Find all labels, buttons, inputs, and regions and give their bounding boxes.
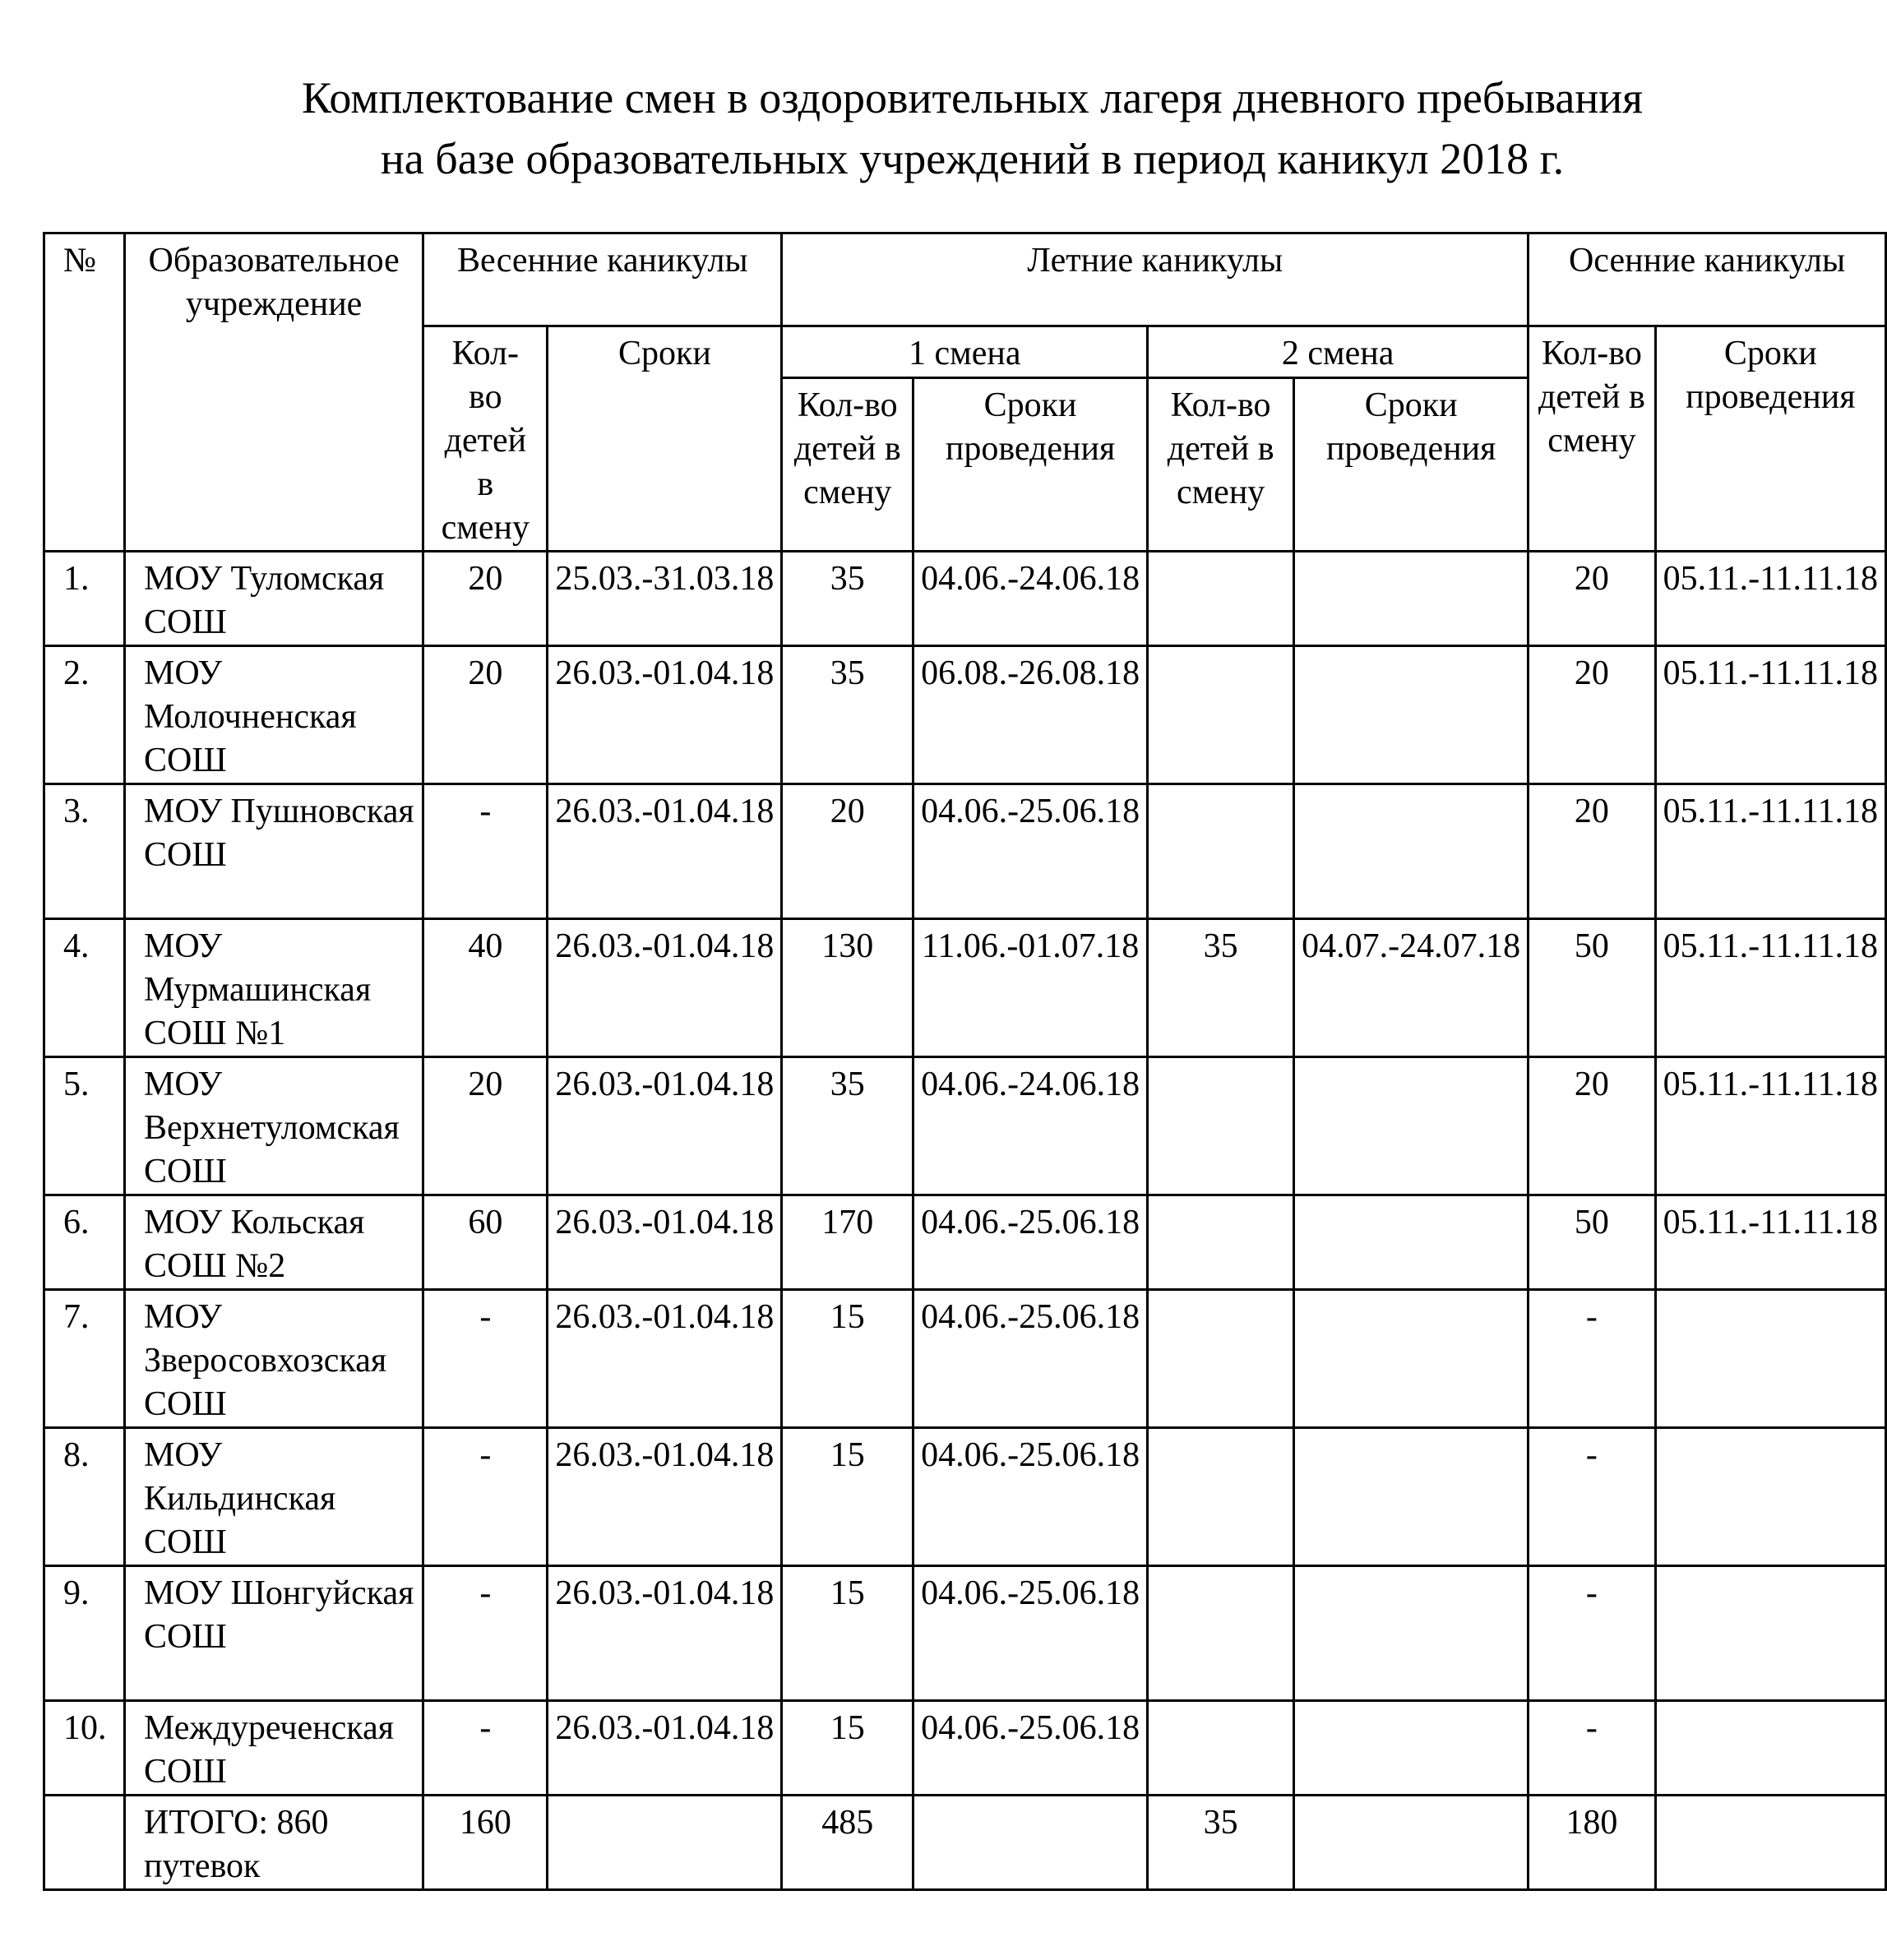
shift2-dates xyxy=(1294,552,1529,646)
autumn-dates: 05.11.-11.11.18 xyxy=(1655,1195,1885,1290)
total-spring-dates xyxy=(548,1796,782,1890)
spring-dates: 26.03.-01.04.18 xyxy=(548,1195,782,1290)
shift2-count xyxy=(1148,646,1294,784)
autumn-count: - xyxy=(1529,1566,1655,1701)
row-num: 1. xyxy=(44,552,125,646)
shift1-dates: 04.06.-25.06.18 xyxy=(913,784,1148,919)
row-num: 3. xyxy=(44,784,125,919)
shift2-count xyxy=(1148,1701,1294,1796)
table-row xyxy=(44,1701,1886,1796)
autumn-count: 20 xyxy=(1529,784,1655,919)
header-school: Образовательное учреждение xyxy=(125,233,423,552)
autumn-count: 20 xyxy=(1529,1057,1655,1195)
shift1-dates: 04.06.-24.06.18 xyxy=(913,1057,1148,1195)
shift1-count: 15 xyxy=(782,1566,913,1701)
spring-dates: 26.03.-01.04.18 xyxy=(548,1290,782,1428)
shift1-count: 15 xyxy=(782,1290,913,1428)
shift1-dates: 04.06.-25.06.18 xyxy=(913,1428,1148,1566)
spring-dates: 25.03.-31.03.18 xyxy=(548,552,782,646)
shift2-dates xyxy=(1294,1195,1529,1290)
autumn-count: - xyxy=(1529,1428,1655,1566)
shift1-dates: 11.06.-01.07.18 xyxy=(913,919,1148,1057)
row-num: 9. xyxy=(44,1566,125,1701)
spring-count: - xyxy=(423,1428,548,1566)
total-shift2-dates xyxy=(1294,1796,1529,1890)
table-row xyxy=(44,1057,1886,1195)
spring-count: - xyxy=(423,1290,548,1428)
shift1-dates: 04.06.-25.06.18 xyxy=(913,1566,1148,1701)
total-shift2-count: 35 xyxy=(1148,1796,1294,1890)
header-summer: Летние каникулы xyxy=(782,233,1529,326)
row-num: 5. xyxy=(44,1057,125,1195)
shift1-count: 35 xyxy=(782,1057,913,1195)
autumn-dates: 05.11.-11.11.18 xyxy=(1655,552,1885,646)
shift1-count: 35 xyxy=(782,552,913,646)
autumn-count: 20 xyxy=(1529,552,1655,646)
spring-dates: 26.03.-01.04.18 xyxy=(548,1057,782,1195)
total-num-cell xyxy=(44,1796,125,1890)
row-num: 8. xyxy=(44,1428,125,1566)
document-title xyxy=(0,67,1887,189)
total-label: ИТОГО: 860 путевок xyxy=(125,1796,423,1890)
shift1-count: 20 xyxy=(782,784,913,919)
school-name: МОУ Зверосовхозская СОШ xyxy=(125,1290,423,1428)
shift2-dates xyxy=(1294,1290,1529,1428)
table-row xyxy=(44,552,1886,646)
autumn-dates xyxy=(1655,1428,1885,1566)
autumn-dates: 05.11.-11.11.18 xyxy=(1655,919,1885,1057)
autumn-count: - xyxy=(1529,1290,1655,1428)
spring-dates: 26.03.-01.04.18 xyxy=(548,1701,782,1796)
table-row xyxy=(44,784,1886,919)
header-shift1-count: Кол-во детей в смену xyxy=(782,378,913,552)
total-shift1-count: 485 xyxy=(782,1796,913,1890)
total-row xyxy=(44,1796,1886,1890)
school-name: МОУ Шонгуйская СОШ xyxy=(125,1566,423,1701)
shift2-dates xyxy=(1294,1566,1529,1701)
table-row xyxy=(44,1195,1886,1290)
shift2-count xyxy=(1148,1057,1294,1195)
shift2-dates xyxy=(1294,784,1529,919)
header-shift2-count: Кол-во детей в смену xyxy=(1148,378,1294,552)
shift1-dates: 06.08.-26.08.18 xyxy=(913,646,1148,784)
shift1-count: 35 xyxy=(782,646,913,784)
school-name: МОУ Кольская СОШ №2 xyxy=(125,1195,423,1290)
header-spring-count-text: Кол-во детей в смену xyxy=(441,335,530,547)
shift1-count: 130 xyxy=(782,919,913,1057)
title-line-2: на базе образовательных учреждений в период каникул 2018 г. xyxy=(380,134,1565,183)
school-name: МОУ Молочненская СОШ xyxy=(125,646,423,784)
header-spring-dates: Сроки xyxy=(548,326,782,552)
spring-count: - xyxy=(423,784,548,919)
shift2-dates xyxy=(1294,1057,1529,1195)
shift2-dates xyxy=(1294,1701,1529,1796)
header-shift-1: 1 смена xyxy=(782,326,1148,378)
school-name: Междуреченская СОШ xyxy=(125,1701,423,1796)
header-spring: Весенние каникулы xyxy=(423,233,782,326)
header-num: № xyxy=(44,233,125,552)
table-row xyxy=(44,1428,1886,1566)
shift1-dates: 04.06.-25.06.18 xyxy=(913,1290,1148,1428)
header-row-1 xyxy=(44,233,1886,326)
shift1-dates: 04.06.-25.06.18 xyxy=(913,1195,1148,1290)
table-body xyxy=(44,552,1886,1796)
total-autumn-count: 180 xyxy=(1529,1796,1655,1890)
shift1-count: 170 xyxy=(782,1195,913,1290)
spring-count: 20 xyxy=(423,552,548,646)
autumn-count: - xyxy=(1529,1701,1655,1796)
autumn-count: 50 xyxy=(1529,1195,1655,1290)
school-name: МОУ Кильдинская СОШ xyxy=(125,1428,423,1566)
row-num: 7. xyxy=(44,1290,125,1428)
autumn-dates xyxy=(1655,1566,1885,1701)
school-name: МОУ Мурмашинская СОШ №1 xyxy=(125,919,423,1057)
spring-count: 20 xyxy=(423,1057,548,1195)
title-line-1: Комплектование смен в оздоровительных лагеря дневного пребывания xyxy=(302,73,1643,122)
autumn-count: 20 xyxy=(1529,646,1655,784)
row-num: 6. xyxy=(44,1195,125,1290)
shift2-count xyxy=(1148,784,1294,919)
header-autumn: Осенние каникулы xyxy=(1529,233,1886,326)
autumn-dates xyxy=(1655,1701,1885,1796)
table-row xyxy=(44,919,1886,1057)
spring-dates: 26.03.-01.04.18 xyxy=(548,919,782,1057)
shift1-count: 15 xyxy=(782,1428,913,1566)
header-shift2-dates: Сроки проведения xyxy=(1294,378,1529,552)
spring-count: 40 xyxy=(423,919,548,1057)
row-num: 4. xyxy=(44,919,125,1057)
spring-dates: 26.03.-01.04.18 xyxy=(548,646,782,784)
school-name: МОУ Верхнетуломская СОШ xyxy=(125,1057,423,1195)
shift2-count xyxy=(1148,1195,1294,1290)
shift2-count xyxy=(1148,1290,1294,1428)
spring-dates: 26.03.-01.04.18 xyxy=(548,1566,782,1701)
header-shift1-dates: Сроки проведения xyxy=(913,378,1148,552)
spring-dates: 26.03.-01.04.18 xyxy=(548,784,782,919)
shift2-dates xyxy=(1294,1428,1529,1566)
shift2-count xyxy=(1148,1566,1294,1701)
spring-dates: 26.03.-01.04.18 xyxy=(548,1428,782,1566)
shift2-count: 35 xyxy=(1148,919,1294,1057)
shift2-dates: 04.07.-24.07.18 xyxy=(1294,919,1529,1057)
autumn-count: 50 xyxy=(1529,919,1655,1057)
spring-count: 20 xyxy=(423,646,548,784)
autumn-dates: 05.11.-11.11.18 xyxy=(1655,646,1885,784)
autumn-dates xyxy=(1655,1290,1885,1428)
header-autumn-count: Кол-во детей в смену xyxy=(1529,326,1655,552)
spring-count: 60 xyxy=(423,1195,548,1290)
spring-count: - xyxy=(423,1566,548,1701)
total-shift1-dates xyxy=(913,1796,1148,1890)
table-row xyxy=(44,646,1886,784)
total-spring-count: 160 xyxy=(423,1796,548,1890)
header-shift-2: 2 смена xyxy=(1148,326,1529,378)
header-spring-count xyxy=(423,326,548,552)
shift1-dates: 04.06.-24.06.18 xyxy=(913,552,1148,646)
shift2-dates xyxy=(1294,646,1529,784)
school-name: МОУ Пушновская СОШ xyxy=(125,784,423,919)
shift2-count xyxy=(1148,552,1294,646)
autumn-dates: 05.11.-11.11.18 xyxy=(1655,1057,1885,1195)
camps-table xyxy=(43,232,1887,1891)
school-name: МОУ Туломская СОШ xyxy=(125,552,423,646)
table-row xyxy=(44,1290,1886,1428)
shift1-count: 15 xyxy=(782,1701,913,1796)
row-num: 10. xyxy=(44,1701,125,1796)
shift1-dates: 04.06.-25.06.18 xyxy=(913,1701,1148,1796)
header-autumn-dates: Сроки проведения xyxy=(1655,326,1885,552)
total-autumn-dates xyxy=(1655,1796,1885,1890)
autumn-dates: 05.11.-11.11.18 xyxy=(1655,784,1885,919)
shift2-count xyxy=(1148,1428,1294,1566)
spring-count: - xyxy=(423,1701,548,1796)
row-num: 2. xyxy=(44,646,125,784)
table-row xyxy=(44,1566,1886,1701)
